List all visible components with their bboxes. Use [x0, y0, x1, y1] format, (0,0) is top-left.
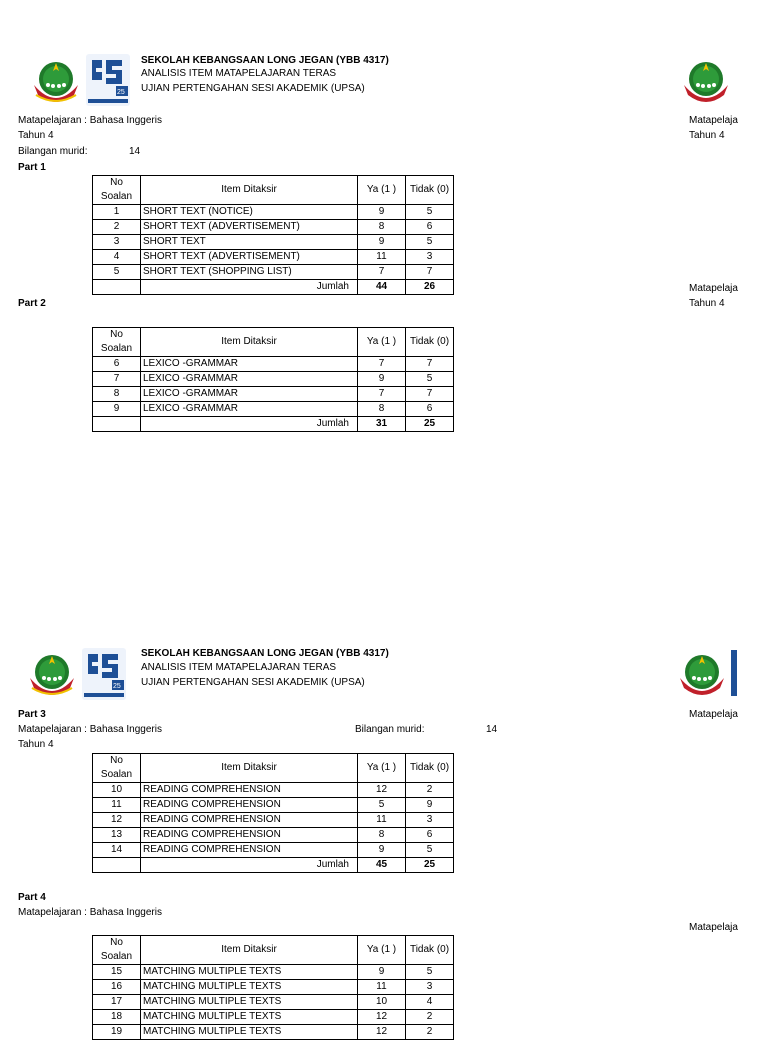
- table-cell: 8: [358, 828, 406, 843]
- table-cell: 5: [406, 205, 454, 220]
- table-cell: 12: [358, 783, 406, 798]
- right-subject-label: Matapelaja: [689, 283, 738, 294]
- logo-number: 25: [113, 683, 121, 690]
- table-cell: 14: [93, 843, 141, 858]
- subject-label: Matapelajaran : Bahasa Inggeris: [18, 724, 162, 735]
- table-cell: 8: [358, 402, 406, 417]
- right-year-label: Tahun 4: [689, 130, 725, 141]
- table-row: [93, 965, 454, 980]
- total-row: [93, 417, 454, 432]
- table-cell: 15: [93, 965, 141, 980]
- table-cell: 12: [93, 813, 141, 828]
- table-cell: Item Ditaksir: [141, 328, 358, 357]
- table-row: [93, 357, 454, 372]
- total-label: Jumlah: [141, 280, 358, 295]
- right-year-label: Tahun 4: [689, 298, 725, 309]
- table-cell: [93, 417, 141, 432]
- table-cell: 5: [406, 372, 454, 387]
- col-no-header: No Soalan: [93, 176, 141, 205]
- table-cell: Item Ditaksir: [141, 754, 358, 783]
- table-cell: READING COMPREHENSION: [141, 843, 358, 858]
- col-tidak-header: Tidak (0): [406, 176, 454, 205]
- table-cell: MATCHING MULTIPLE TEXTS: [141, 995, 358, 1010]
- report-title: ANALISIS ITEM MATAPELAJARAN TERAS: [141, 68, 337, 79]
- table-cell: 9: [358, 205, 406, 220]
- table-cell: 11: [93, 798, 141, 813]
- table-header-row: [93, 328, 454, 357]
- table-cell: READING COMPREHENSION: [141, 828, 358, 843]
- table-cell: 9: [358, 965, 406, 980]
- table-cell: 5: [358, 798, 406, 813]
- table-cell: SHORT TEXT (NOTICE): [141, 205, 358, 220]
- table-cell: MATCHING MULTIPLE TEXTS: [141, 965, 358, 980]
- program-logo-edge: [731, 650, 737, 696]
- table-cell: SHORT TEXT (SHOPPING LIST): [141, 265, 358, 280]
- right-subject-label: Matapelaja: [689, 115, 738, 126]
- table-row: [93, 250, 454, 265]
- table-cell: Ya (1 ): [358, 936, 406, 965]
- table-cell: 5: [406, 843, 454, 858]
- table-cell: Jumlah: [141, 417, 358, 432]
- report-title: ANALISIS ITEM MATAPELAJARAN TERAS: [141, 662, 337, 673]
- table-cell: 5: [93, 265, 141, 280]
- table-cell: 3: [406, 813, 454, 828]
- table-cell: No Soalan: [93, 936, 141, 965]
- table-cell: 8: [358, 220, 406, 235]
- table-row: [93, 980, 454, 995]
- program-logo: [82, 648, 126, 700]
- table-cell: 6: [406, 402, 454, 417]
- table-row: [93, 995, 454, 1010]
- total-row: [93, 280, 454, 295]
- table-row: [93, 1010, 454, 1025]
- table-cell: READING COMPREHENSION: [141, 813, 358, 828]
- table-cell: Tidak (0): [406, 328, 454, 357]
- item-table-part-4: [92, 935, 454, 1040]
- table-cell: 8: [93, 387, 141, 402]
- table-cell: 12: [358, 1010, 406, 1025]
- table-cell: 2: [93, 220, 141, 235]
- subject-label: Matapelajaran : Bahasa Inggeris: [18, 115, 162, 126]
- table-cell: 45: [358, 858, 406, 873]
- school-crest-logo: [676, 648, 728, 700]
- table-cell: Ya (1 ): [358, 328, 406, 357]
- table-header-row: [93, 176, 454, 205]
- right-subject-label: Matapelaja: [689, 922, 738, 933]
- program-logo: [86, 54, 130, 106]
- table-row: [93, 265, 454, 280]
- item-table-part-2: [92, 327, 454, 432]
- table-cell: 18: [93, 1010, 141, 1025]
- table-cell: 31: [358, 417, 406, 432]
- table-header-row: [93, 754, 454, 783]
- table-cell: 11: [358, 813, 406, 828]
- table-cell: LEXICO -GRAMMAR: [141, 402, 358, 417]
- table-row: [93, 205, 454, 220]
- col-item-header: Item Ditaksir: [141, 176, 358, 205]
- table-cell: 7: [358, 357, 406, 372]
- table-cell: MATCHING MULTIPLE TEXTS: [141, 980, 358, 995]
- table-cell: 13: [93, 828, 141, 843]
- table-cell: 2: [406, 783, 454, 798]
- table-cell: [93, 858, 141, 873]
- total-tidak: 26: [406, 280, 454, 295]
- table-cell: Item Ditaksir: [141, 936, 358, 965]
- table-cell: SHORT TEXT: [141, 235, 358, 250]
- right-subject-label: Matapelaja: [689, 709, 738, 720]
- table-cell: 6: [406, 220, 454, 235]
- table-cell: MATCHING MULTIPLE TEXTS: [141, 1010, 358, 1025]
- table-cell: 5: [406, 235, 454, 250]
- col-ya-header: Ya (1 ): [358, 176, 406, 205]
- table-cell: 9: [358, 843, 406, 858]
- table-cell: 9: [93, 402, 141, 417]
- table-cell: LEXICO -GRAMMAR: [141, 372, 358, 387]
- table-cell: 1: [93, 205, 141, 220]
- table-cell: 11: [358, 250, 406, 265]
- table-cell: Ya (1 ): [358, 754, 406, 783]
- school-title: SEKOLAH KEBANGSAAN LONG JEGAN (YBB 4317): [141, 648, 389, 659]
- table-row: [93, 813, 454, 828]
- table-cell: 19: [93, 1025, 141, 1040]
- table-cell: [93, 280, 141, 295]
- year-label: Tahun 4: [18, 739, 54, 750]
- total-row: [93, 858, 454, 873]
- table-cell: 3: [406, 980, 454, 995]
- table-cell: 7: [358, 265, 406, 280]
- table-cell: Tidak (0): [406, 936, 454, 965]
- table-cell: READING COMPREHENSION: [141, 783, 358, 798]
- table-cell: 10: [93, 783, 141, 798]
- total-ya: 44: [358, 280, 406, 295]
- table-cell: LEXICO -GRAMMAR: [141, 357, 358, 372]
- table-cell: 9: [406, 798, 454, 813]
- school-title: SEKOLAH KEBANGSAAN LONG JEGAN (YBB 4317): [141, 55, 389, 66]
- part-title: Part 3: [18, 709, 46, 720]
- school-crest-logo: [30, 55, 82, 107]
- table-row: [93, 783, 454, 798]
- table-row: [93, 828, 454, 843]
- part-title: Part 4: [18, 892, 46, 903]
- table-cell: 5: [406, 965, 454, 980]
- table-cell: 3: [406, 250, 454, 265]
- table-row: [93, 843, 454, 858]
- table-cell: 25: [406, 417, 454, 432]
- table-cell: 17: [93, 995, 141, 1010]
- table-cell: 12: [358, 1025, 406, 1040]
- table-row: [93, 387, 454, 402]
- table-cell: LEXICO -GRAMMAR: [141, 387, 358, 402]
- part-title: Part 1: [18, 162, 46, 173]
- school-crest-logo: [26, 648, 78, 700]
- table-cell: 7: [406, 265, 454, 280]
- table-cell: 11: [358, 980, 406, 995]
- table-cell: 4: [406, 995, 454, 1010]
- table-cell: 9: [358, 235, 406, 250]
- table-cell: Jumlah: [141, 858, 358, 873]
- table-cell: 7: [358, 387, 406, 402]
- table-cell: 9: [358, 372, 406, 387]
- table-cell: 4: [93, 250, 141, 265]
- item-table-part-1: [92, 175, 454, 295]
- table-row: [93, 372, 454, 387]
- subject-label: Matapelajaran : Bahasa Inggeris: [18, 907, 162, 918]
- year-label: Tahun 4: [18, 130, 54, 141]
- table-cell: No Soalan: [93, 328, 141, 357]
- table-cell: 6: [406, 828, 454, 843]
- item-table-part-3: [92, 753, 454, 873]
- table-cell: SHORT TEXT (ADVERTISEMENT): [141, 250, 358, 265]
- table-cell: No Soalan: [93, 754, 141, 783]
- table-cell: MATCHING MULTIPLE TEXTS: [141, 1025, 358, 1040]
- table-cell: 16: [93, 980, 141, 995]
- table-row: [93, 402, 454, 417]
- table-cell: 6: [93, 357, 141, 372]
- table-row: [93, 235, 454, 250]
- school-crest-logo: [680, 55, 732, 107]
- table-row: [93, 798, 454, 813]
- table-row: [93, 220, 454, 235]
- table-cell: 7: [406, 357, 454, 372]
- students-label: Bilangan murid:: [18, 146, 88, 157]
- table-cell: 2: [406, 1010, 454, 1025]
- table-cell: 10: [358, 995, 406, 1010]
- exam-title: UJIAN PERTENGAHAN SESI AKADEMIK (UPSA): [141, 83, 365, 94]
- part-title: Part 2: [18, 298, 46, 309]
- students-label: Bilangan murid:: [355, 724, 425, 735]
- table-header-row: [93, 936, 454, 965]
- students-value: 14: [486, 724, 498, 735]
- table-cell: 2: [406, 1025, 454, 1040]
- table-cell: 7: [93, 372, 141, 387]
- table-row: [93, 1025, 454, 1040]
- students-value: 14: [129, 146, 141, 157]
- table-cell: SHORT TEXT (ADVERTISEMENT): [141, 220, 358, 235]
- exam-title: UJIAN PERTENGAHAN SESI AKADEMIK (UPSA): [141, 677, 365, 688]
- table-cell: READING COMPREHENSION: [141, 798, 358, 813]
- table-cell: 25: [406, 858, 454, 873]
- table-cell: Tidak (0): [406, 754, 454, 783]
- table-cell: 3: [93, 235, 141, 250]
- table-cell: 7: [406, 387, 454, 402]
- logo-number: 25: [117, 89, 125, 96]
